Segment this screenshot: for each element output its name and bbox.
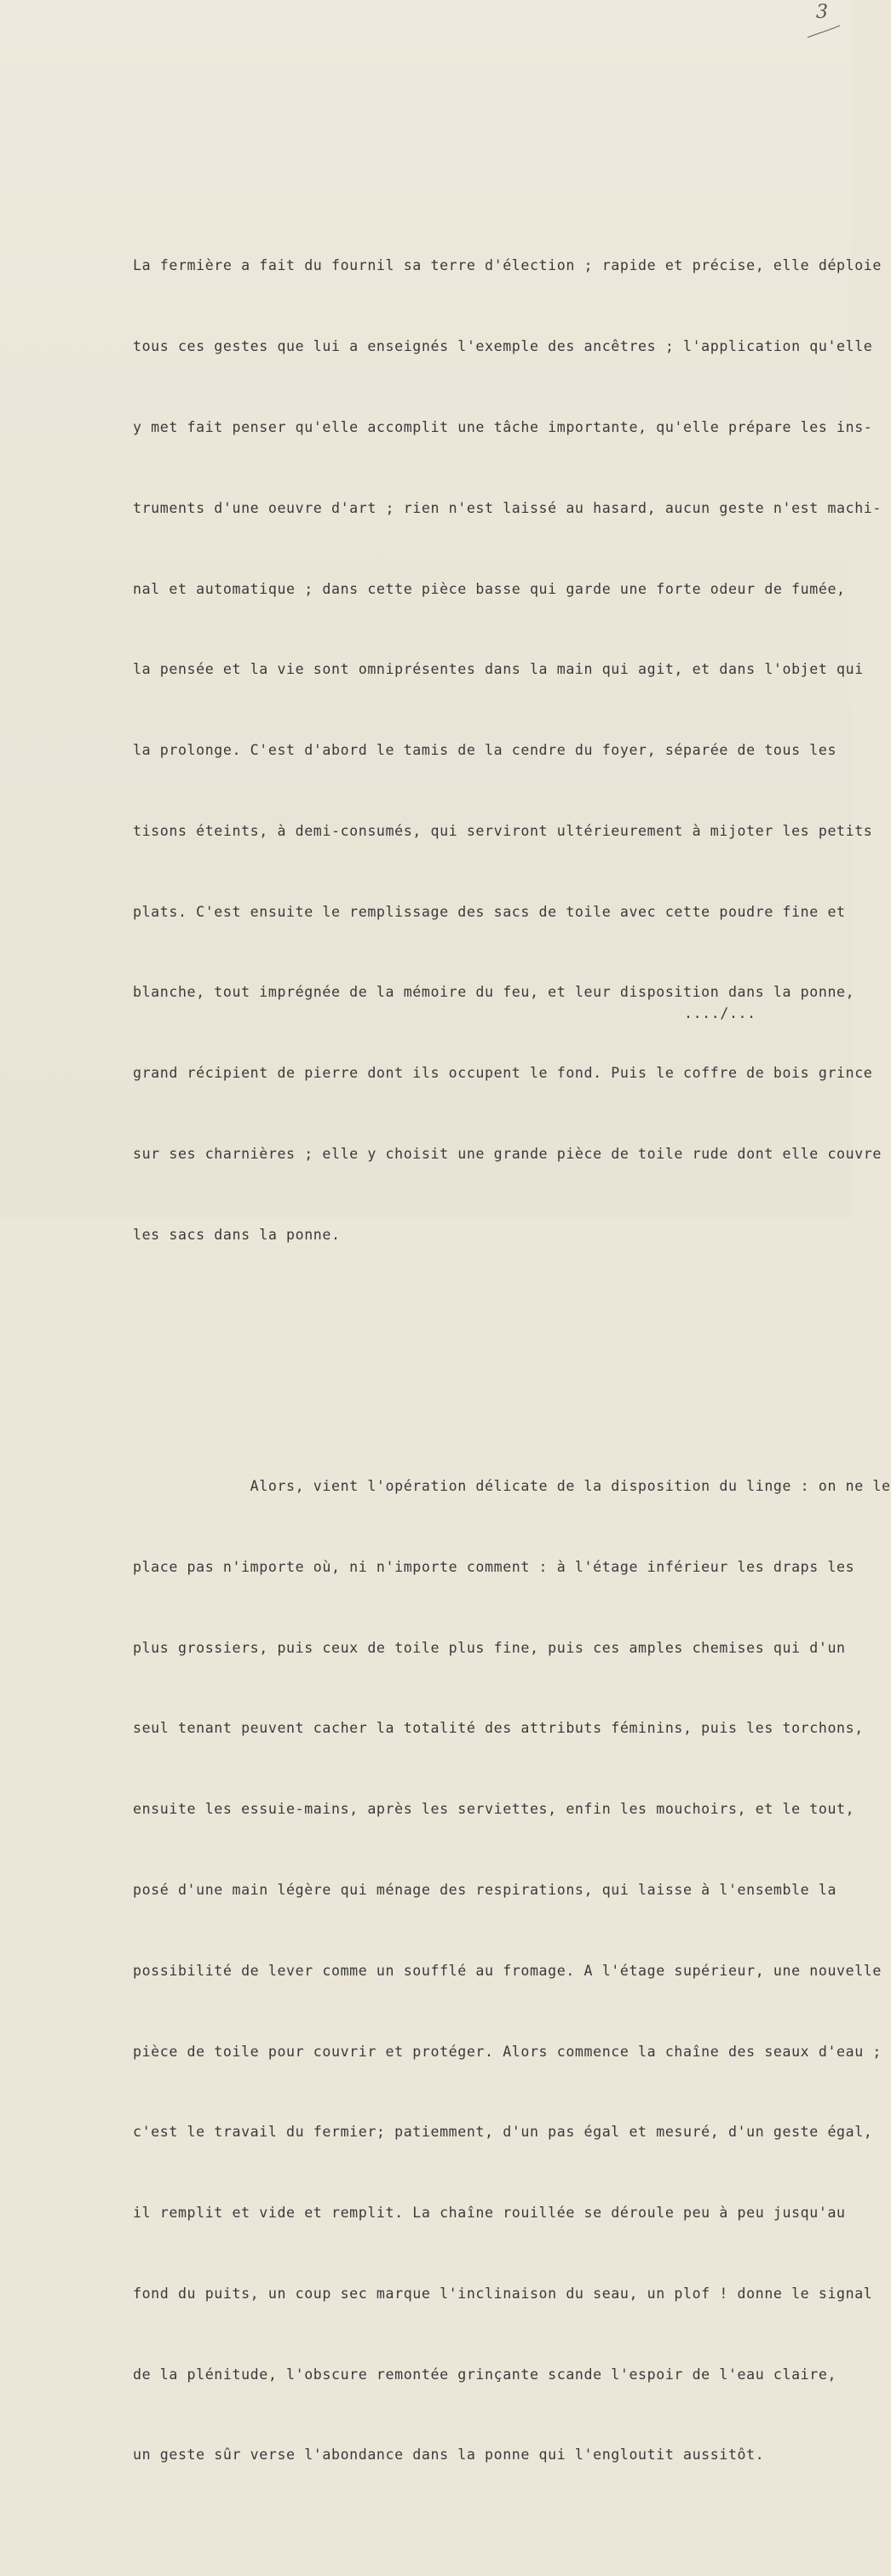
text-line: la pensée et la vie sont omniprésentes dans la main qui agit, et dans l'objet qui (133, 661, 864, 678)
text-line: un geste sûr verse l'abondance dans la ponne qui l'engloutit aussitôt. (133, 2447, 765, 2464)
text-line: blanche, tout imprégnée de la mémoire du feu, et leur disposition dans la ponne, (133, 984, 855, 1001)
text-line: les sacs dans la ponne. (133, 1226, 341, 1243)
text-line: ensuite les essuie-mains, après les serviettes, enfin les mouchoirs, et le tout, (133, 1801, 855, 1818)
text-line: sur ses charnières ; elle y choisit une grande pièce de toile rude dont elle couvre (133, 1145, 882, 1162)
text-line: y met fait penser qu'elle accomplit une tâche importante, qu'elle prépare les ins- (133, 418, 873, 435)
page-number: 3 (816, 2, 828, 23)
text-line: de la plénitude, l'obscure remontée grinçante scande l'espoir de l'eau claire, (133, 2366, 837, 2383)
paragraph-1 (133, 198, 882, 1302)
text-line: plats. C'est ensuite le remplissage des sacs de toile avec cette poudre fine et (133, 903, 846, 920)
text-line: c'est le travail du fermier; patiemment, d'un pas égal et mesuré, d'un geste égal, (133, 2124, 873, 2141)
paragraph-gap (133, 1356, 840, 1366)
text-line: seul tenant peuvent cacher la totalité des attributs féminins, puis les torchons, (133, 1720, 864, 1737)
text-line: pièce de toile pour couvrir et protéger. Alors commence la chaîne des seaux d'eau ; (133, 2043, 882, 2060)
continuation-mark: ..../... (684, 1005, 756, 1021)
text-line: truments d'une oeuvre d'art ; rien n'est laissé au hasard, aucun geste n'est machi- (133, 499, 882, 516)
text-line: posé d'une main légère qui ménage des respirations, qui laisse à l'ensemble la (133, 1882, 837, 1898)
text-line: fond du puits, un coup sec marque l'inclinaison du seau, un plof ! donne le signal (133, 2285, 873, 2302)
handwritten-stroke (806, 22, 842, 41)
text-line: la prolonge. C'est d'abord le tamis de la cendre du foyer, séparée de tous les (133, 742, 837, 759)
typed-body-text (133, 145, 891, 2576)
text-line: tisons éteints, à demi-consumés, qui serviront ultérieurement à mijoter les petits (133, 822, 873, 839)
text-line: il remplit et vide et remplit. La chaîne rouillée se déroule peu à peu jusqu'au (133, 2205, 846, 2222)
text-line: nal et automatique ; dans cette pièce basse qui garde une forte odeur de fumée, (133, 580, 846, 597)
text-line: La fermière a fait du fournil sa terre d'élection ; rapide et précise, elle déploie (133, 257, 882, 274)
text-line: Alors, vient l'opération délicate de la disposition du linge : on ne le (133, 1478, 891, 1495)
text-line: plus grossiers, puis ceux de toile plus fine, puis ces amples chemises qui d'un (133, 1639, 846, 1656)
text-line: tous ces gestes que lui a enseignés l'exemple des ancêtres ; l'application qu'elle (133, 338, 873, 355)
text-line: grand récipient de pierre dont ils occupent le fond. Puis le coffre de bois grince (133, 1065, 873, 1082)
text-line: place pas n'importe où, ni n'importe comment : à l'étage inférieur les draps les (133, 1558, 855, 1575)
text-line: possibilité de lever comme un soufflé au fromage. A l'étage supérieur, une nouvelle (133, 1962, 882, 1979)
paragraph-2 (133, 1419, 891, 2522)
